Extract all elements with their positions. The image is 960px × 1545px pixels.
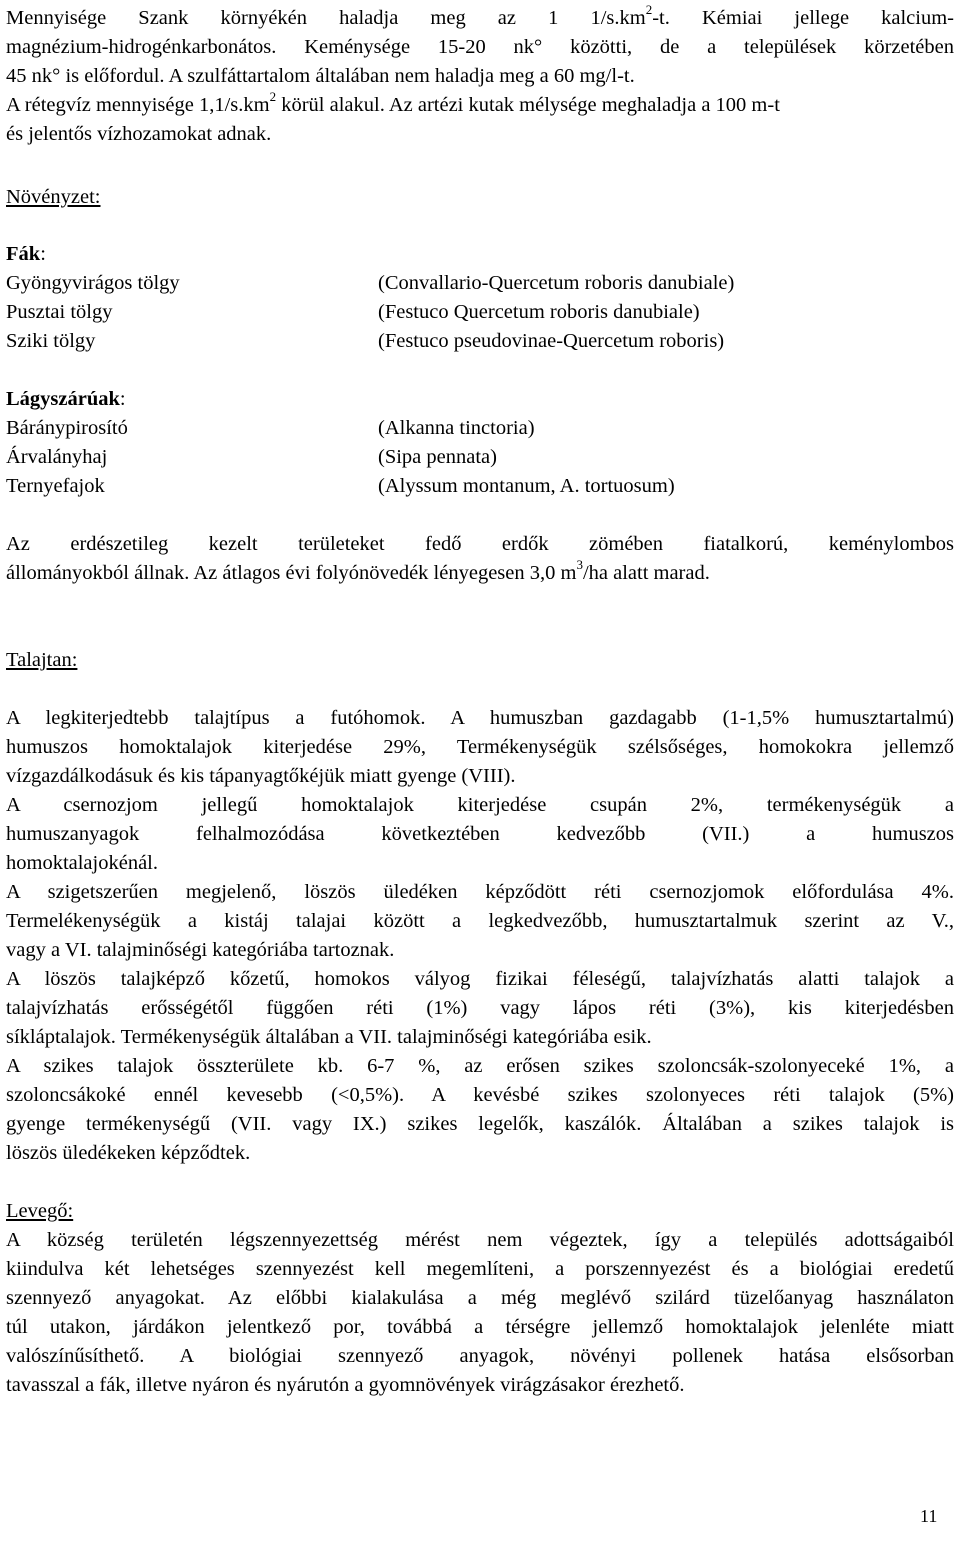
soil-line: löszös üledékeken képződtek. (6, 1142, 251, 1164)
tree-row: Gyöngyvirágos tölgy (Convallario-Quercetum roboris danubiale) (6, 272, 735, 294)
page-number: 11 (920, 1506, 938, 1526)
subheading-lagyszaruak: Lágyszárúak: (6, 388, 126, 410)
soil-line: homoktalajokénál. (6, 852, 158, 874)
herb-row: Árvalányhaj (Sipa pennata) (6, 446, 497, 468)
tree-row: Pusztai tölgy (Festuco Quercetum roboris danubiale) (6, 301, 700, 323)
intro-line-4: A rétegvíz mennyisége $1,1/s.km^2$ körül alakul. Az artézi kutak mélysége meghaladja a 100 m-t (6, 89, 780, 116)
air-line: kiindulva két lehetséges szennyezést kell megemlíteni, a porszennyezést és a biológiai eredetű (6, 1258, 954, 1280)
soil-line: szoloncsákoké ennél kevesebb (<0,5%). A kevésbé szikes szolonyeces réti talajok (5%) (6, 1084, 954, 1106)
soil-line: A szigetszerűen megjelenő, löszös üledéken képződött réti csernozjomok előfordulása 4%. (6, 881, 954, 903)
section-heading-talajtan: Talajtan: (6, 649, 78, 671)
forest-paragraph-line-1: Az erdészetileg kezelt területeket fedő erdők zömében fiatalkorú, keménylombos (6, 533, 954, 555)
intro-line-2: magnézium-hidrogénkarbonátos. Keménysége 15-20 nk° közötti, de a települések körzetében (6, 36, 954, 58)
soil-line: A löszös talajképző kőzetű, homokos vályog fizikai féleségű, talajvízhatás alatti talajok a (6, 968, 954, 990)
soil-line: Termelékenységük a kistáj talajai között a legkedvezőbb, humusztartalmuk szerint az V., (6, 910, 954, 932)
section-heading-levego: Levegő: (6, 1200, 74, 1222)
soil-line: A szikes talajok összterülete kb. 6-7 %, az erősen szikes szoloncsák-szolonyeceké 1%, a (6, 1055, 954, 1077)
air-line: túl utakon, járdákon jelentkező por, továbbá a térségre jellemző homoktalajok jelenléte miatt (6, 1316, 954, 1338)
air-line: szennyező anyagokat. Az előbbi kialakulása a még meglévő szilárd tüzelőanyag használaton (6, 1287, 954, 1309)
herb-row: Ternyefajok (Alyssum montanum, A. tortuosum) (6, 475, 675, 497)
tree-row: Sziki tölgy (Festuco pseudovinae-Quercetum roboris) (6, 330, 725, 352)
section-heading-novenyzet: Növényzet: (6, 186, 101, 208)
soil-line: A csernozjom jellegű homoktalajok kiterjedése csupán 2%, termékenységük a (6, 794, 954, 816)
intro-line-3: 45 nk° is előfordul. A szulfáttartalom általában nem haladja meg a 60 mg/l-t. (6, 65, 635, 87)
intro-line-5: és jelentős vízhozamokat adnak. (6, 123, 272, 145)
air-line: tavasszal a fák, illetve nyáron és nyárutón a gyomnövények virágzásakor érezhető. (6, 1374, 685, 1396)
soil-line: talajvízhatás erősségétől függően réti (1%) vagy lápos réti (3%), kis kiterjedésben (6, 997, 954, 1019)
herb-row: Báránypirosító (Alkanna tinctoria) (6, 417, 535, 439)
soil-line: A legkiterjedtebb talajtípus a futóhomok. A humuszban gazdagabb (1-1,5% humusztartalmú) (6, 707, 954, 729)
air-line: A község területén légszennyezettség mérést nem végeztek, így a település adottságaiból (6, 1229, 954, 1251)
air-line: valószínűsíthető. A biológiai szennyező anyagok, növényi pollenek hatása elsősorban (6, 1345, 954, 1367)
intro-line-1: Mennyisége Szank környékén haladja meg az 1 $1/s.km^2-t$. Kémiai jellege kalcium- (6, 2, 955, 29)
soil-line: síkláptalajok. Termékenységük általában a VII. talajminőségi kategóriába esik. (6, 1026, 652, 1048)
soil-line: humuszanyagok felhalmozódása következtében kedvezőbb (VII.) a humuszos (6, 823, 954, 845)
soil-line: vízgazdálkodásuk és kis tápanyagtőkéjük miatt gyenge (VIII). (6, 765, 516, 787)
forest-paragraph-line-2: állományokból állnak. Az átlagos évi folyónövedék lényegesen 3,0 $m^3/ha$ alatt marad. (6, 557, 710, 584)
soil-line: vagy a VI. talajminőségi kategóriába tartoznak. (6, 939, 395, 961)
soil-line: gyenge termékenységű (VII. vagy IX.) szikes legelők, kaszálók. Általában a szikes talajok is (6, 1113, 954, 1135)
soil-line: humuszos homoktalajok kiterjedése 29%, Termékenységük szélsőséges, homokokra jellemző (6, 736, 954, 758)
subheading-fak: Fák: (6, 243, 46, 265)
